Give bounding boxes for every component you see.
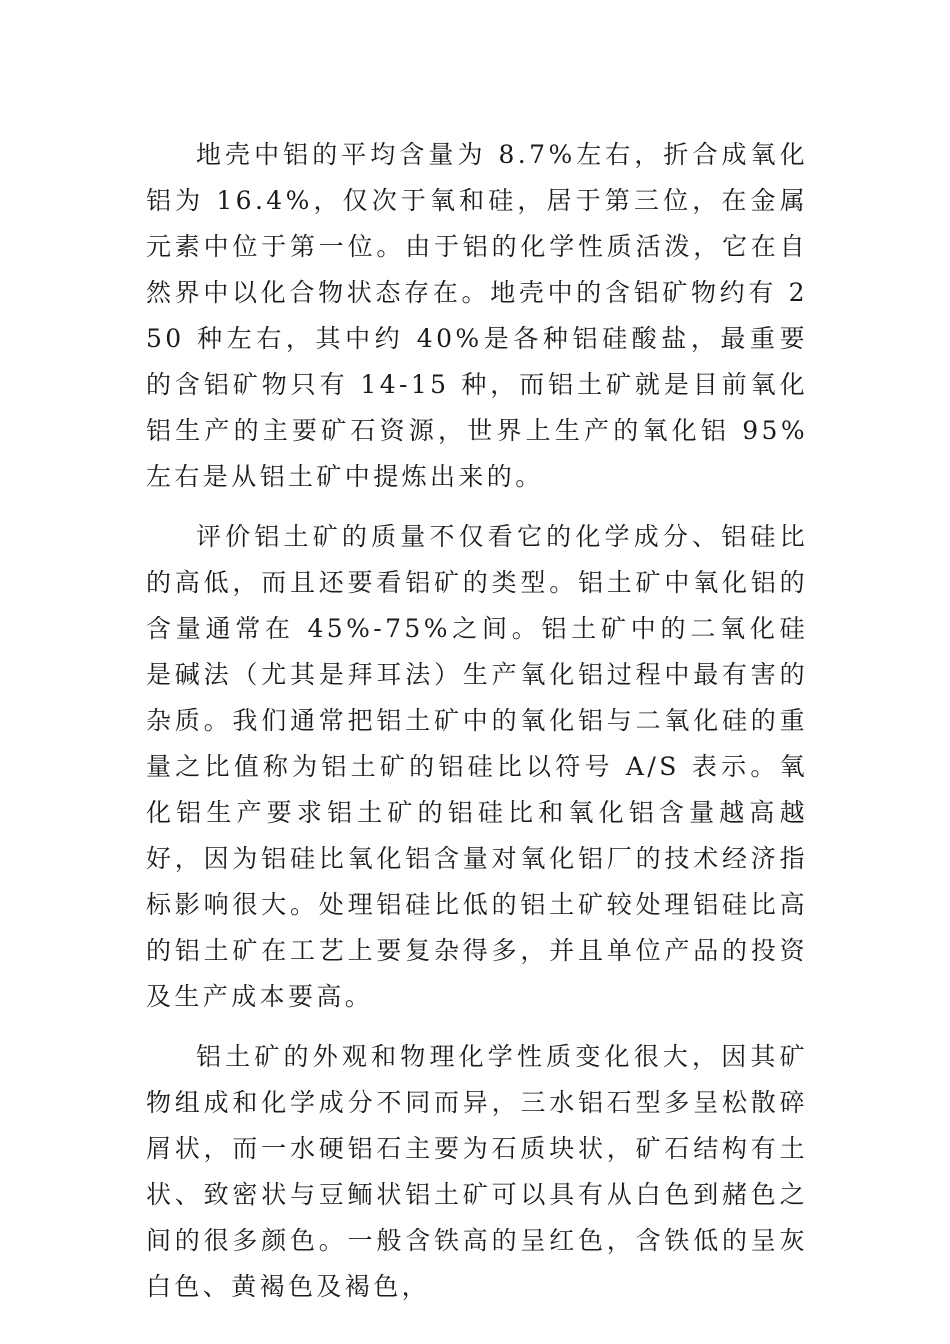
paragraph-bauxite-quality: 评价铝土矿的质量不仅看它的化学成分、铝硅比的高低，而且还要看铝矿的类型。铝土矿中氧化铝的含量通常在 45%-75%之间。铝土矿中的二氧化硅是碱法（尤其是拜耳法）生产氧化铝过程中最有害的杂质。我们通常把铝土矿中的氧化铝与二氧化硅的重量之比值称为铝土矿的铝硅比以符号 A/S 表示。氧化铝生产要求铝土矿的铝硅比和氧化铝含量越高越好，因为铝硅比氧化铝含量对氧化铝厂的技术经济指标影响很大。处理铝硅比低的铝土矿较处理铝硅比高的铝土矿在工艺上要复杂得多，并且单位产品的投资及生产成本要高。: [146, 522, 808, 1011]
paragraph-bauxite-appearance: 铝土矿的外观和物理化学性质变化很大，因其矿物组成和化学成分不同而异，三水铝石型多呈松散碎屑状，而一水硬铝石主要为石质块状，矿石结构有土状、致密状与豆鲕状铝土矿可以具有从白色到赭色之间的很多颜色。一般含铁高的呈红色，含铁低的呈灰白色、黄褐色及褐色，: [146, 1042, 808, 1301]
paragraph-aluminum-abundance: 地壳中铝的平均含量为 8.7%左右，折合成氧化铝为 16.4%，仅次于氧和硅，居于第三位，在金属元素中位于第一位。由于铝的化学性质活泼，它在自然界中以化合物状态存在。地壳中的含铝矿物约有 250 种左右，其中约 40%是各种铝硅酸盐，最重要的含铝矿物只有 14-15 种，而铝土矿就是目前氧化铝生产的主要矿石资源，世界上生产的氧化铝 95%左右是从铝土矿中提炼出来的。: [146, 140, 808, 491]
document-body: [146, 132, 808, 1310]
